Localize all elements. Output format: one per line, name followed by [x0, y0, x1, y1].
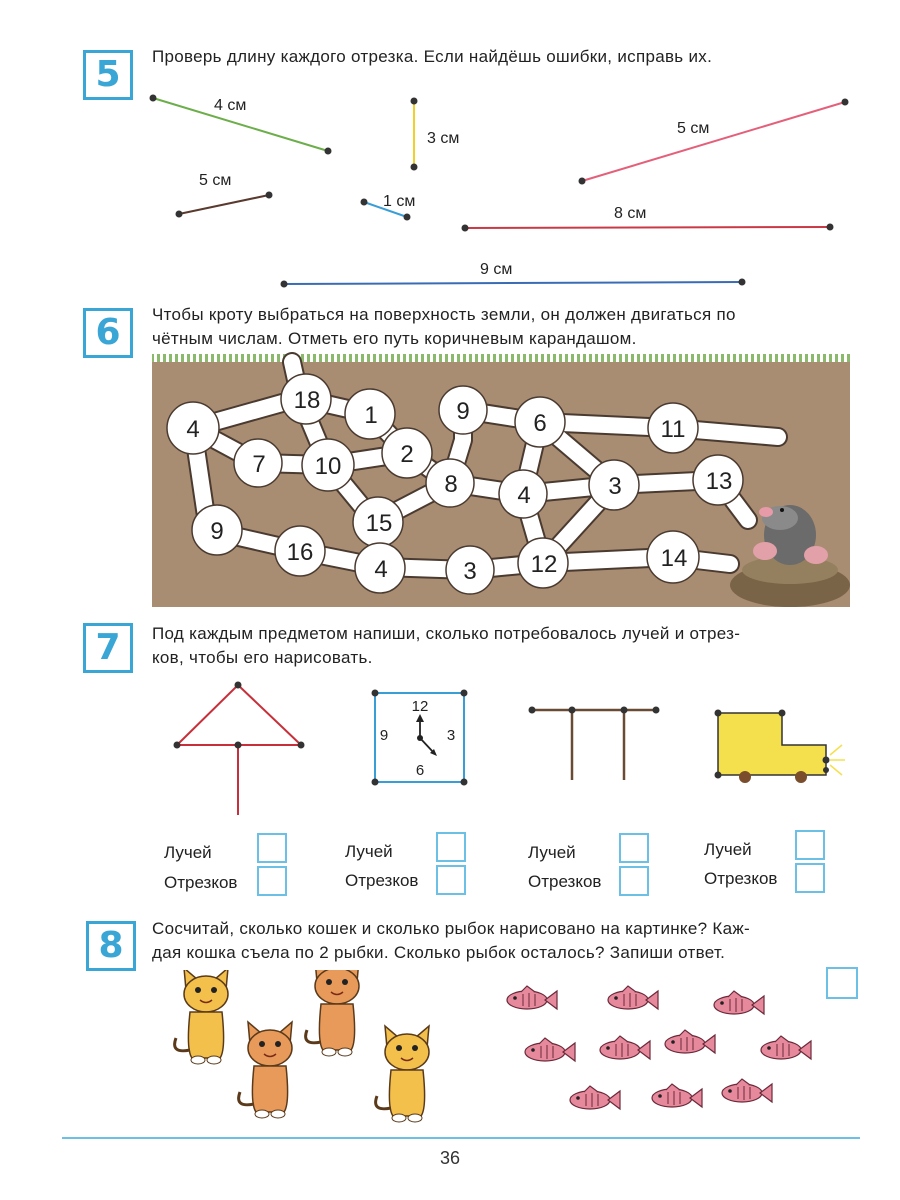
rays-label-4: Лучей — [704, 840, 752, 859]
rays-input-2[interactable] — [436, 832, 466, 862]
label-3cm: 3 см — [427, 130, 460, 147]
segments-label-1: Отрезков — [164, 873, 238, 892]
rays-label-1: Лучей — [164, 843, 212, 862]
svg-text:12: 12 — [530, 551, 558, 578]
svg-text:4: 4 — [517, 482, 531, 509]
rays-input-1[interactable] — [257, 833, 287, 863]
label-4cm: 4 см — [214, 97, 247, 114]
svg-text:3: 3 — [463, 558, 477, 585]
segments-label-2: Отрезков — [345, 871, 419, 890]
segment-pink — [582, 102, 845, 181]
task-8-number: 8 — [86, 921, 136, 971]
svg-text:9: 9 — [456, 398, 470, 425]
segments-label-3: Отрезков — [528, 872, 602, 891]
svg-text:14: 14 — [660, 545, 688, 572]
task-7-line1: Под каждым предметом напиши, сколько потребовалось лучей и отрез- — [152, 624, 741, 643]
svg-text:1: 1 — [364, 402, 378, 429]
cats — [175, 970, 429, 1122]
task-8-picture — [150, 970, 820, 1130]
task-6-line2: чётным числам. Отметь его путь коричневым карандашом. — [152, 329, 637, 348]
task-7-line2: ков, чтобы его нарисовать. — [152, 648, 373, 667]
figure-clock — [372, 690, 468, 786]
svg-text:4: 4 — [374, 556, 388, 583]
svg-text:18: 18 — [293, 387, 321, 414]
segments-input-1[interactable] — [257, 866, 287, 896]
label-8cm: 8 см — [614, 205, 647, 222]
grass-strip — [152, 354, 850, 362]
page-number: 36 — [439, 1148, 461, 1168]
segments-label-4: Отрезков — [704, 869, 778, 888]
svg-text:8: 8 — [444, 471, 458, 498]
svg-text:15: 15 — [365, 510, 393, 537]
footer-divider — [62, 1137, 860, 1139]
clock-3: 3 — [446, 727, 456, 744]
svg-text:11: 11 — [660, 416, 686, 443]
segments-input-2[interactable] — [436, 865, 466, 895]
clock-6: 6 — [415, 762, 425, 779]
segment-red — [465, 227, 830, 228]
task-7-number: 7 — [83, 623, 133, 673]
svg-text:2: 2 — [400, 441, 414, 468]
clock-12: 12 — [411, 698, 429, 715]
task-5-segments — [0, 0, 900, 300]
rays-label-3: Лучей — [528, 843, 576, 862]
label-1cm: 1 см — [383, 193, 416, 210]
rays-input-3[interactable] — [619, 833, 649, 863]
svg-text:7: 7 — [252, 451, 266, 478]
segments-input-4[interactable] — [795, 863, 825, 893]
label-9cm: 9 см — [480, 261, 513, 278]
segment-navy — [284, 282, 742, 284]
segments-input-3[interactable] — [619, 866, 649, 896]
task-8-line1: Сосчитай, сколько кошек и сколько рыбок нарисовано на картинке? Каж- — [152, 919, 750, 938]
label-5cm-b: 5 см — [677, 120, 710, 137]
task-8-line2: дая кошка съела по 2 рыбки. Сколько рыбок осталось? Запиши ответ. — [152, 943, 726, 962]
task-7-figures — [150, 670, 860, 825]
rays-input-4[interactable] — [795, 830, 825, 860]
clock-9: 9 — [379, 727, 389, 744]
fishes — [507, 986, 811, 1109]
answer-input[interactable] — [826, 967, 858, 999]
figure-truck — [715, 710, 846, 784]
svg-text:9: 9 — [210, 518, 224, 545]
mole-maze — [152, 352, 850, 607]
task-6-line1: Чтобы кроту выбраться на поверхность земли, он должен двигаться по — [152, 305, 736, 324]
task-6-number: 6 — [83, 308, 133, 358]
svg-text:3: 3 — [608, 473, 622, 500]
figure-gate — [529, 707, 660, 781]
task-5-number: 5 — [83, 50, 133, 100]
svg-text:13: 13 — [705, 468, 733, 495]
svg-text:10: 10 — [314, 453, 342, 480]
rays-label-2: Лучей — [345, 842, 393, 861]
svg-text:16: 16 — [286, 539, 314, 566]
label-5cm-a: 5 см — [199, 172, 232, 189]
svg-text:4: 4 — [186, 416, 200, 443]
segment-brown — [179, 195, 269, 214]
figure-triangle — [174, 682, 305, 816]
task-5-text: Проверь длину каждого отрезка. Если найдёшь ошибки, исправь их. — [152, 47, 713, 66]
svg-text:6: 6 — [533, 410, 547, 437]
